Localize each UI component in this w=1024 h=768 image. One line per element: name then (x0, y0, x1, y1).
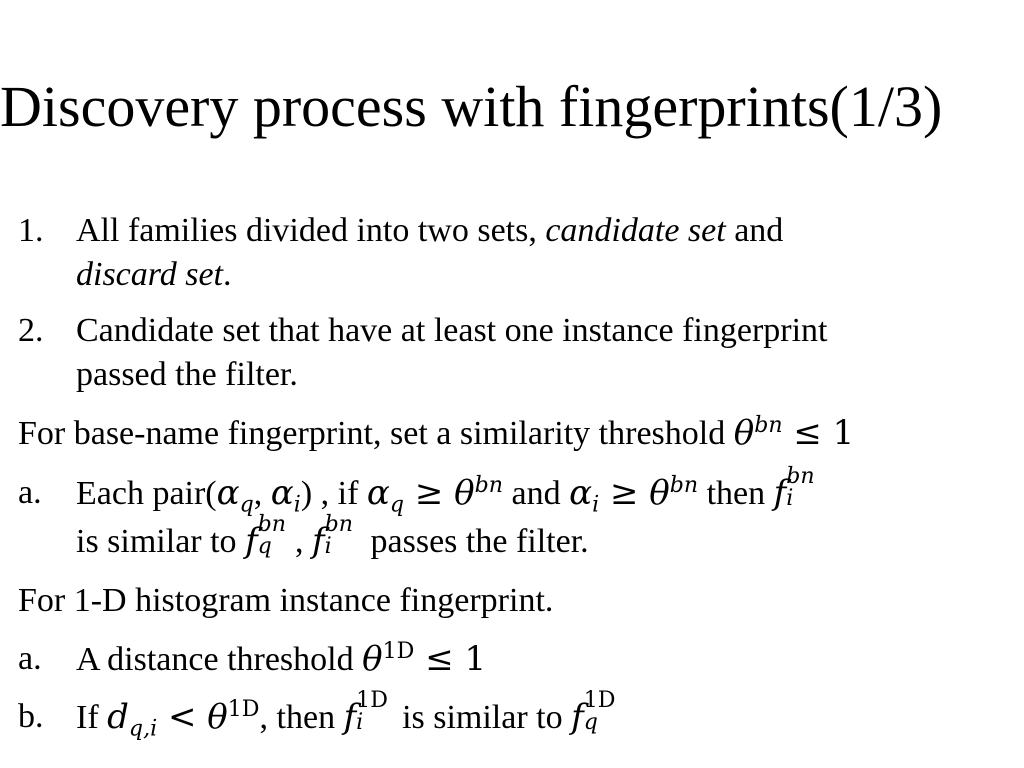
q-subscript: q (583, 708, 598, 735)
lt-symbol: < (157, 697, 208, 737)
1d-superscript: 1D (356, 686, 388, 713)
hist-item-b-line (76, 686, 621, 742)
then-text: then (268, 699, 344, 736)
bn-superscript: bn (669, 471, 699, 498)
bn-superscript: bn (474, 471, 503, 498)
i-subscript: i (356, 708, 364, 735)
similar-to-text: is similar to (76, 523, 246, 560)
q-subscript: q (389, 491, 405, 518)
f-q-1d-scripts (583, 686, 621, 735)
list-marker-2: 2. (18, 312, 44, 349)
then-text: then (698, 475, 774, 512)
bn-intro-text: For base-name fingerprint, set a similarity threshold (18, 415, 734, 452)
if-text: If (76, 699, 108, 736)
distance-threshold-text: A distance threshold (76, 641, 363, 678)
i-subscript: i (786, 484, 794, 511)
slide-title: Discovery process with fingerprints(1/3) (0, 74, 943, 139)
list-marker-1: 1. (18, 212, 44, 249)
alpha-symbol: α (569, 473, 593, 513)
leq-one: ≤ 1 (782, 413, 855, 453)
i-subscript: i (293, 491, 301, 518)
if-text: ) , if (300, 475, 367, 512)
alpha-symbol: α (270, 473, 294, 513)
f-symbol: f (571, 697, 584, 737)
list-marker-bn-a: a. (18, 474, 42, 511)
comma: , (295, 523, 313, 560)
geq-symbol: ≥ (404, 473, 455, 513)
d-symbol: d (107, 697, 129, 737)
theta-symbol: θ (649, 473, 670, 513)
bn-superscript: bn (324, 510, 354, 537)
q-subscript: q (257, 532, 272, 559)
item-1-period: . (223, 256, 232, 293)
item-1-text: All families divided into two sets, (76, 212, 546, 249)
list-marker-hist-b: b. (18, 698, 44, 735)
list-marker-hist-a: a. (18, 640, 42, 677)
qi-subscript: q,i (128, 715, 158, 742)
1d-superscript: 1D (382, 637, 415, 664)
f-symbol: f (773, 473, 787, 513)
and-text: and (503, 475, 570, 512)
f-symbol: f (245, 521, 258, 561)
q-subscript: q (239, 491, 254, 518)
passes-filter-text: passes the filter. (362, 523, 589, 560)
i-subscript: i (324, 532, 332, 559)
bn-item-a-line-2 (76, 510, 589, 561)
geq-symbol: ≥ (599, 473, 650, 513)
theta-symbol: θ (207, 697, 228, 737)
bn-item-a-line-1 (76, 462, 824, 518)
i-subscript: i (592, 491, 600, 518)
item-2-line-1: Candidate set that have at least one instance fingerprint (76, 312, 828, 349)
alpha-symbol: α (366, 473, 390, 513)
alpha-symbol: α (216, 473, 240, 513)
bn-superscript: bn (754, 411, 783, 438)
f-symbol: f (343, 697, 357, 737)
f-q-bn-scripts (257, 510, 295, 559)
theta-symbol: θ (454, 473, 475, 513)
f-i-1d-scripts (356, 686, 393, 735)
comma: , (259, 699, 269, 736)
leq-one: ≤ 1 (414, 639, 487, 679)
comma: , (253, 475, 271, 512)
f-symbol: f (312, 521, 325, 561)
theta-symbol: θ (362, 639, 383, 679)
item-1-line-2 (76, 258, 232, 292)
1d-superscript: 1D (583, 686, 616, 713)
f-i-bn-scripts (324, 510, 362, 559)
discard-set-term: discard set (76, 256, 224, 293)
item-1-and: and (725, 212, 784, 249)
f-i-bn-scripts (786, 462, 823, 511)
bn-superscript: bn (257, 510, 287, 537)
bn-superscript: bn (786, 462, 815, 489)
1d-superscript: 1D (227, 695, 260, 722)
item-2-line-2: passed the filter. (76, 356, 298, 393)
item-1-line-1 (76, 214, 783, 248)
hist-item-a-line (76, 637, 487, 679)
theta-symbol: θ (733, 413, 755, 453)
hist-intro-line: For 1-D histogram instance fingerprint. (18, 582, 554, 619)
candidate-set-term: candidate set (545, 212, 726, 249)
each-pair-text: Each pair( (76, 475, 217, 512)
similar-to-text: is similar to (393, 699, 572, 736)
bn-intro-line (18, 411, 855, 453)
